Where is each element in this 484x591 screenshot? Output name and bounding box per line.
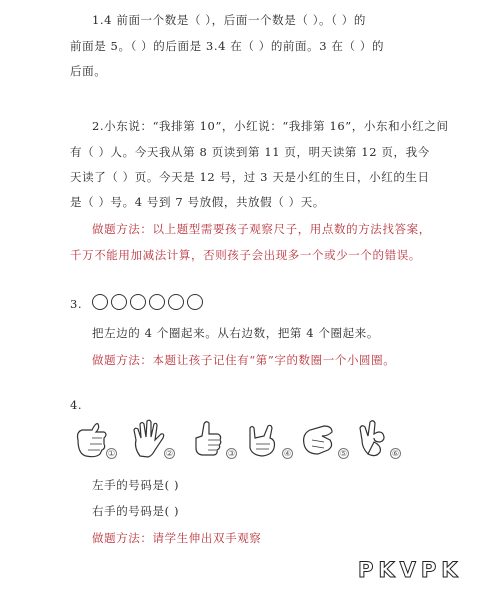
left-hand-label: 左手的号码是( ) [92,478,180,492]
hand-number-2: ② [165,449,174,458]
horns-hand-icon [244,418,284,458]
q1-line1: 1.4 前面一个数是（ ），后面一个数是（ ）。（ ）的 [92,13,366,27]
watermark: PKVPK [358,558,463,582]
hand-number-1: ① [107,449,116,458]
hand-number-5: ⑤ [339,449,348,458]
q3-number: 3. [70,297,83,311]
q2-line4: 是（ ）号。4 号到 7 号放假，共放假（ ）天。 [70,195,325,209]
q2-line1: 2.小东说：“我排第 10”，小红说：“我排第 16”，小东和小红之间 [92,119,449,133]
q1-line3: 后面。 [70,64,107,78]
circle-row [92,294,203,310]
hand-number-4: ④ [283,449,292,458]
right-hand-label: 右手的号码是( ) [92,504,180,518]
q4-number: 4. [70,398,83,412]
q3-tip: 做题方法：本题让孩子记住有“第”字的数圈一个小圆圈。 [92,353,396,367]
q2-line3: 天读了（ ）页。今天是 12 号，过 3 天是小红的生日，小红的生日 [70,170,430,184]
q3-text: 把左边的 4 个圈起来。从右边数，把第 4 个圈起来。 [92,326,379,340]
circle[interactable] [92,294,108,310]
thumbs-up-icon [190,418,228,458]
circle[interactable] [149,294,165,310]
q4-tip: 做题方法：请学生伸出双手观察 [92,531,262,545]
circle[interactable] [130,294,146,310]
ok-hand-icon [356,418,392,458]
circle[interactable] [111,294,127,310]
pinch-hand-icon [300,418,340,458]
circle[interactable] [187,294,203,310]
hand-number-3: ③ [227,449,236,458]
hand-number-6: ⑥ [391,449,400,458]
q2-tip1: 做题方法：以上题型需要孩子观察尺子，用点数的方法找答案， [92,222,431,236]
q2-line2: 有（ ）人。今天我从第 8 页读到第 11 页，明天读第 12 页，我今 [70,145,430,159]
circle[interactable] [168,294,184,310]
q2-tip2: 千万不能用加减法计算，否则孩子会出现多一个或少一个的错误。 [70,248,421,262]
hand-pictures [74,418,404,462]
q1-line2: 前面是 5。（ ）的后面是 3.4 在（ ）的前面。3 在（ ）的 [70,39,385,53]
